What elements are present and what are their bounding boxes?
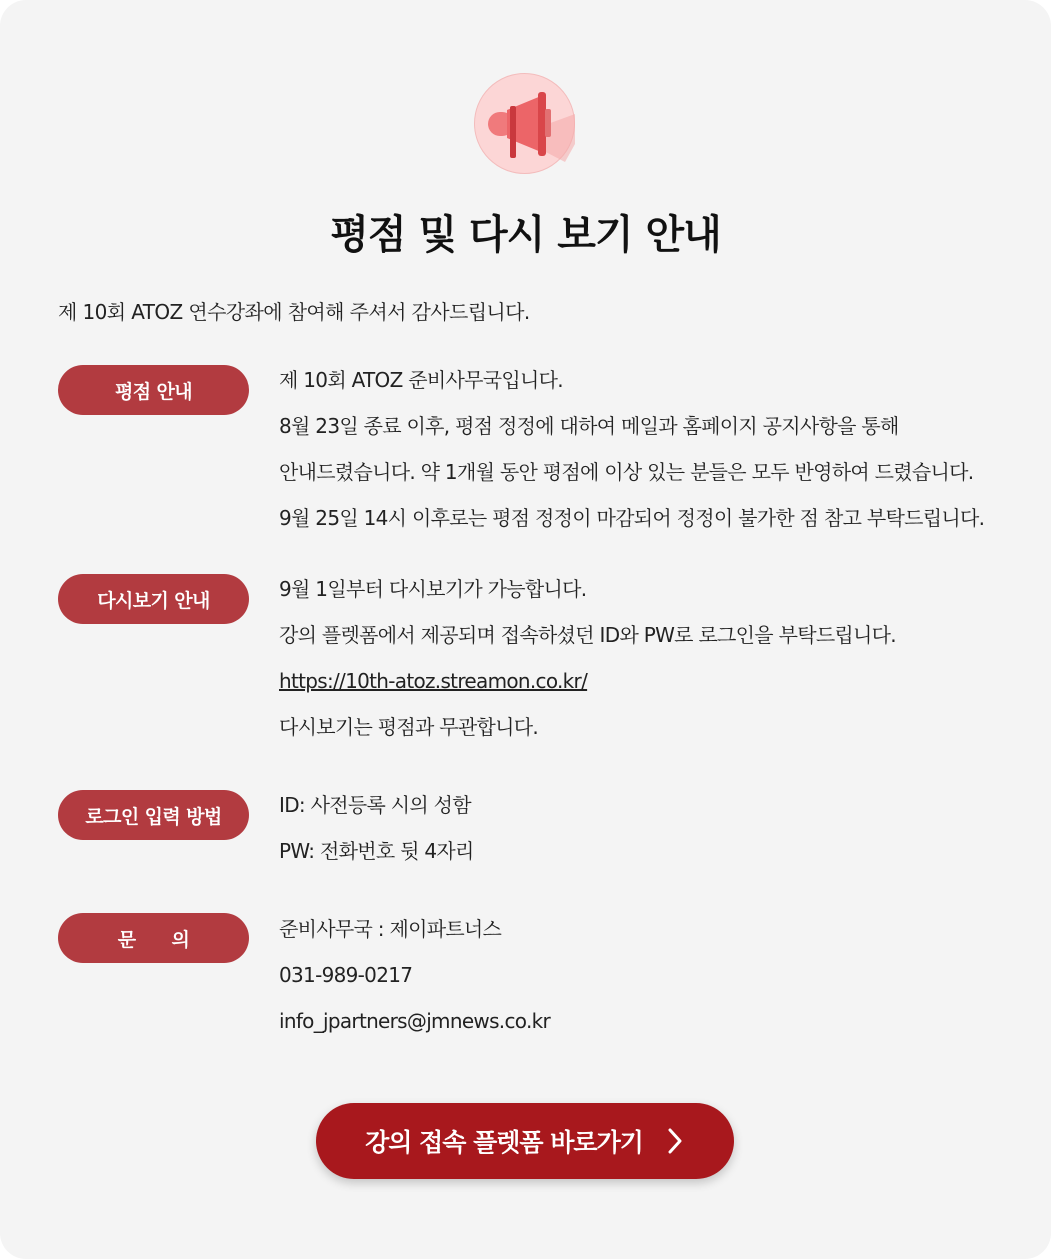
intro-text: 제 10회 ATOZ 연수강좌에 참여해 주셔서 감사드립니다. xyxy=(58,300,530,324)
text-line: 준비사무국 : 제이파트너스 xyxy=(279,917,502,941)
text-line: 9월 1일부터 다시보기가 가능합니다. xyxy=(279,577,587,601)
section-label-rating: 평점 안내 xyxy=(58,365,249,415)
section-body-login xyxy=(279,791,474,883)
platform-link[interactable]: https://10th-atoz.streamon.co.kr/ xyxy=(279,669,588,693)
text-line xyxy=(279,667,896,713)
cta-label: 강의 접속 플렛폼 바로가기 xyxy=(365,1128,643,1157)
text-line: 제 10회 ATOZ 준비사무국입니다. xyxy=(279,368,563,392)
megaphone-icon xyxy=(474,73,575,174)
section-label-login: 로그인 입력 방법 xyxy=(58,790,249,840)
section-body-contact xyxy=(279,915,550,1053)
text-line: 다시보기는 평점과 무관합니다. xyxy=(279,715,539,739)
section-label-replay: 다시보기 안내 xyxy=(58,574,249,624)
section-body-replay xyxy=(279,575,896,759)
section-label-contact: 문 의 xyxy=(58,913,249,963)
text-line: 9월 25일 14시 이후로는 평점 정정이 마감되어 정정이 불가한 점 참고 부탁드립니다. xyxy=(279,506,985,530)
text-line: 031-989-0217 xyxy=(279,963,413,987)
go-to-platform-button[interactable] xyxy=(316,1103,734,1179)
text-line: ID: 사전등록 시의 성함 xyxy=(279,793,471,817)
text-line: 강의 플렛폼에서 제공되며 접속하셨던 ID와 PW로 로그인을 부탁드립니다. xyxy=(279,623,896,647)
chevron-right-icon xyxy=(665,1127,685,1155)
text-line: PW: 전화번호 뒷 4자리 xyxy=(279,839,474,863)
text-line: 안내드렸습니다. 약 1개월 동안 평점에 이상 있는 분들은 모두 반영하여 드렸습니다. xyxy=(279,460,974,484)
section-body-rating xyxy=(279,366,984,550)
text-line: 8월 23일 종료 이후, 평점 정정에 대하여 메일과 홈페이지 공지사항을 통해 xyxy=(279,414,899,438)
text-line: info_jpartners@jmnews.co.kr xyxy=(279,1009,551,1033)
page-title: 평점 및 다시 보기 안내 xyxy=(330,212,721,258)
